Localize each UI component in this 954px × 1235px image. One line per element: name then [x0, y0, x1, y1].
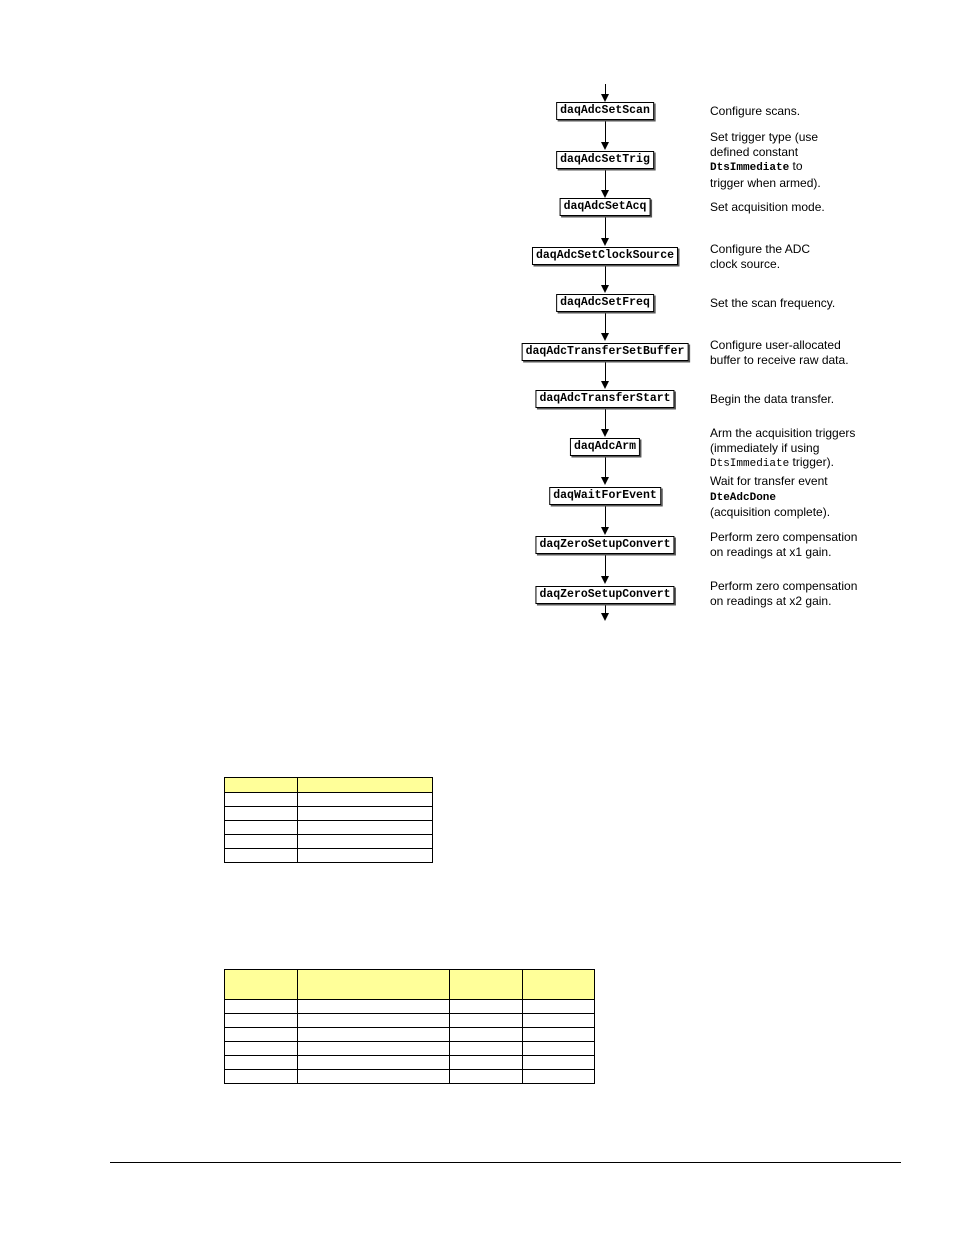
table-row	[225, 1028, 595, 1042]
table-cell	[225, 821, 298, 835]
table-header-row	[225, 970, 595, 1000]
table-cell	[225, 849, 298, 863]
connector-line	[605, 456, 606, 478]
table-row	[225, 1070, 595, 1084]
connector-line	[605, 408, 606, 430]
table-cell	[450, 1028, 523, 1042]
table-row	[225, 849, 433, 863]
table-cell	[225, 1042, 298, 1056]
step-description: Set the scan frequency.	[710, 296, 836, 310]
table-cell	[225, 1056, 298, 1070]
table-cell	[450, 1014, 523, 1028]
step-description: Perform zero compensation on readings at x2 gain.	[710, 579, 858, 608]
table-cell	[523, 970, 595, 1000]
table-cell	[450, 970, 523, 1000]
table-cell	[225, 807, 298, 821]
arrow-down-icon	[601, 142, 609, 150]
connector-line	[605, 312, 606, 334]
table-cell	[225, 1028, 298, 1042]
table-cell	[523, 1028, 595, 1042]
step-description: Arm the acquisition triggers (immediately if using DtsImmediate trigger).	[710, 426, 856, 470]
arrow-down-icon	[601, 576, 609, 584]
table-row	[225, 807, 433, 821]
arrow-down-icon	[601, 429, 609, 437]
connector-line	[605, 554, 606, 577]
arrow-down-icon	[601, 190, 609, 198]
step-description: Configure user-allocated buffer to receive raw data.	[710, 338, 849, 367]
arrow-down-icon	[601, 527, 609, 535]
table-cell	[450, 1056, 523, 1070]
table-cell	[523, 1056, 595, 1070]
step-description: Set acquisition mode.	[710, 200, 825, 214]
table-header-row	[225, 778, 433, 793]
table-cell	[450, 1000, 523, 1014]
footer-divider	[110, 1162, 901, 1163]
table-row	[225, 835, 433, 849]
flow-step-box: daqAdcSetClockSource	[532, 247, 678, 265]
table-cell	[298, 835, 433, 849]
arrow-down-icon	[601, 613, 609, 621]
table-cell	[298, 778, 433, 793]
connector-line	[605, 120, 606, 143]
table-row	[225, 1000, 595, 1014]
table-cell	[225, 835, 298, 849]
flow-step-box: daqAdcSetFreq	[556, 294, 654, 312]
step-description: Perform zero compensation on readings at x1 gain.	[710, 530, 858, 559]
step-description: Wait for transfer event DteAdcDone (acquisition complete).	[710, 474, 831, 519]
arrow-down-icon	[601, 333, 609, 341]
step-description: Begin the data transfer.	[710, 392, 835, 406]
connector-line	[605, 265, 606, 286]
table-cell	[225, 1070, 298, 1084]
connector-line	[605, 361, 606, 382]
table-1	[224, 777, 433, 863]
table-cell	[523, 1070, 595, 1084]
table-cell	[298, 1000, 450, 1014]
arrow-down-icon	[601, 477, 609, 485]
arrow-down-icon	[601, 94, 609, 102]
table-cell	[298, 1070, 450, 1084]
table-cell	[298, 1014, 450, 1028]
table-cell	[523, 1042, 595, 1056]
arrow-down-icon	[601, 381, 609, 389]
table-row	[225, 1014, 595, 1028]
step-description: Set trigger type (use defined constant DtsImmediate to trigger when armed).	[710, 130, 821, 190]
flow-step-box: daqAdcSetAcq	[560, 198, 651, 216]
table-cell	[298, 793, 433, 807]
flow-step-box: daqAdcSetScan	[556, 102, 654, 120]
table-cell	[523, 1014, 595, 1028]
table-row	[225, 1042, 595, 1056]
table-cell	[450, 1042, 523, 1056]
table-cell	[298, 1056, 450, 1070]
flow-step-box: daqZeroSetupConvert	[535, 536, 674, 554]
table-row	[225, 821, 433, 835]
connector-line	[605, 216, 606, 239]
arrow-down-icon	[601, 285, 609, 293]
flow-step-box: daqZeroSetupConvert	[535, 586, 674, 604]
table-cell	[225, 778, 298, 793]
table-cell	[298, 970, 450, 1000]
table-2	[224, 969, 595, 1084]
flow-step-box: daqAdcArm	[570, 438, 640, 456]
table-cell	[298, 1028, 450, 1042]
table-cell	[298, 821, 433, 835]
table-cell	[523, 1000, 595, 1014]
table-cell	[298, 849, 433, 863]
table-row	[225, 1056, 595, 1070]
table-row	[225, 793, 433, 807]
flow-step-box: daqWaitForEvent	[549, 487, 661, 505]
table-cell	[225, 1000, 298, 1014]
connector-line	[605, 169, 606, 191]
flow-step-box: daqAdcSetTrig	[556, 151, 654, 169]
step-description: Configure scans.	[710, 104, 801, 118]
table-cell	[225, 1014, 298, 1028]
table-cell	[298, 1042, 450, 1056]
table-cell	[225, 793, 298, 807]
connector-line	[605, 505, 606, 528]
table-cell	[450, 1070, 523, 1084]
table-cell	[225, 970, 298, 1000]
flow-step-box: daqAdcTransferStart	[535, 390, 674, 408]
table-cell	[298, 807, 433, 821]
flow-step-box: daqAdcTransferSetBuffer	[522, 343, 689, 361]
step-description: Configure the ADC clock source.	[710, 242, 811, 271]
arrow-down-icon	[601, 238, 609, 246]
